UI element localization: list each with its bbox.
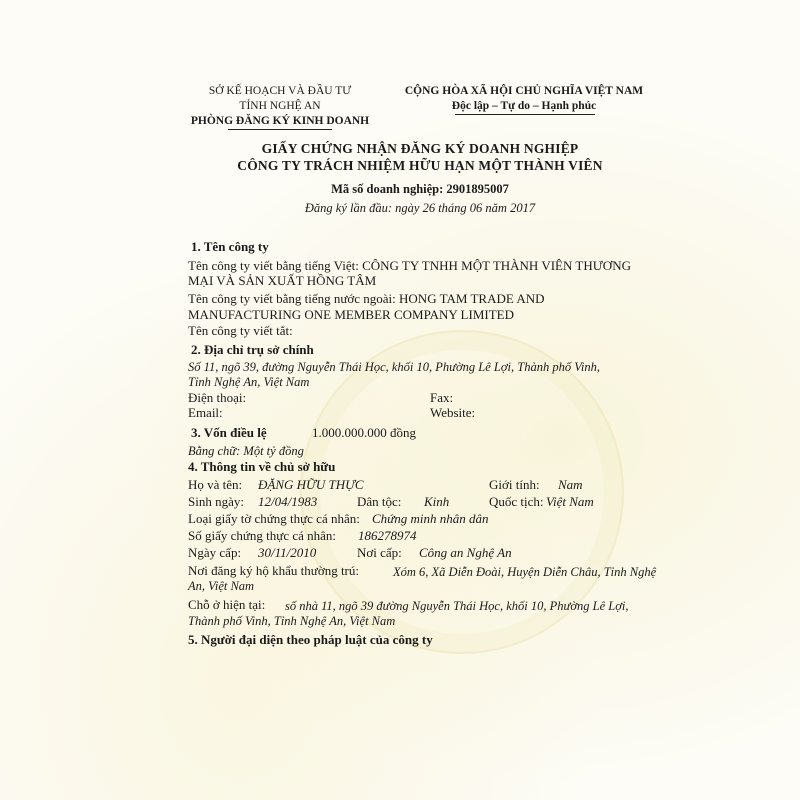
phone-label: Điện thoại:	[188, 390, 247, 405]
section5-heading: 5. Người đại diện theo pháp luật của công ty	[188, 632, 433, 647]
current-address-label: Chỗ ở hiện tại:	[188, 597, 266, 612]
email-label: Email:	[188, 405, 223, 420]
header-right-line2: Độc lập – Tự do – Hạnh phúc	[451, 100, 597, 112]
company-type-title: CÔNG TY TRÁCH NHIỆM HỮU HẠN MỘT THÀNH VIÊN	[237, 158, 603, 173]
section2-heading: 2. Địa chỉ trụ sở chính	[191, 342, 314, 357]
permanent-address-label: Nơi đăng ký hộ khẩu thường trú:	[188, 563, 359, 578]
gender-label: Giới tính:	[489, 477, 540, 492]
nationality-value: Việt Nam	[546, 494, 594, 509]
gender-value: Nam	[558, 477, 583, 492]
company-name-foreign-line2: MANUFACTURING ONE MEMBER COMPANY LIMITED	[188, 307, 514, 322]
charter-capital-in-words: Bằng chữ: Một tỷ đồng	[188, 444, 304, 458]
id-number-label: Số giấy chứng thực cá nhân:	[188, 528, 337, 543]
issue-place-value: Công an Nghệ An	[419, 545, 512, 560]
issue-place-label: Nơi cấp:	[357, 545, 402, 560]
header-left-underline	[228, 129, 332, 130]
company-name-foreign-line1: Tên công ty viết bằng tiếng nước ngoài: HONG TAM TRADE AND	[188, 291, 545, 306]
header-left-line1: SỞ KẾ HOẠCH VÀ ĐẦU TƯ	[208, 85, 352, 97]
enterprise-code: Mã số doanh nghiệp: 2901895007	[331, 182, 509, 196]
address-line1: Số 11, ngõ 39, đường Nguyễn Thái Học, khối 10, Phường Lê Lợi, Thành phố Vinh,	[188, 360, 600, 374]
header-left-line3: PHÒNG ĐĂNG KÝ KINH DOANH	[190, 115, 370, 127]
id-number-value: 186278974	[358, 528, 417, 543]
address-line2: Tỉnh Nghệ An, Việt Nam	[188, 375, 310, 389]
owner-name-value: ĐẶNG HỮU THỰC	[258, 477, 364, 492]
certificate-title: GIẤY CHỨNG NHẬN ĐĂNG KÝ DOANH NGHIỆP	[261, 141, 579, 156]
company-name-vn-line2: MẠI VÀ SẢN XUẤT HỒNG TÂM	[188, 273, 377, 288]
header-right-line1: CỘNG HÒA XÃ HỘI CHỦ NGHĨA VIỆT NAM	[404, 85, 644, 97]
section3-heading: 3. Vốn điều lệ	[191, 425, 267, 440]
nationality-label: Quốc tịch:	[489, 494, 544, 509]
company-short-name: Tên công ty viết tắt:	[188, 323, 293, 338]
dob-value: 12/04/1983	[258, 494, 318, 509]
current-address-line2: Thành phố Vinh, Tỉnh Nghệ An, Việt Nam	[188, 614, 396, 628]
owner-name-label: Họ và tên:	[188, 477, 243, 492]
id-type-value: Chứng minh nhân dân	[372, 511, 489, 526]
header-right-underline	[455, 114, 595, 115]
current-address-line1: số nhà 11, ngõ 39 đường Nguyễn Thái Học, khối 10, Phường Lê Lợi,	[285, 599, 629, 613]
permanent-address-line2: An, Việt Nam	[188, 579, 255, 593]
section1-heading: 1. Tên công ty	[191, 239, 269, 254]
first-registration-date: Đăng ký lần đầu: ngày 26 tháng 06 năm 2017	[304, 201, 536, 215]
company-name-vn-line1: Tên công ty viết bằng tiếng Việt: CÔNG TY TNHH MỘT THÀNH VIÊN THƯƠNG	[188, 258, 631, 273]
website-label: Website:	[430, 405, 476, 420]
id-type-label: Loại giấy tờ chứng thực cá nhân:	[188, 511, 360, 526]
issue-date-value: 30/11/2010	[258, 545, 317, 560]
ethnic-value: Kinh	[424, 494, 450, 509]
charter-capital-amount: 1.000.000.000 đồng	[312, 425, 416, 440]
ethnic-label: Dân tộc:	[357, 494, 402, 509]
section4-heading: 4. Thông tin về chủ sở hữu	[188, 459, 336, 474]
permanent-address-line1: Xóm 6, Xã Diễn Đoài, Huyện Diễn Châu, Tỉnh Nghệ	[393, 565, 657, 579]
issue-date-label: Ngày cấp:	[188, 545, 242, 560]
header-left-line2: TỈNH NGHỆ AN	[239, 100, 321, 112]
dob-label: Sinh ngày:	[188, 494, 244, 509]
fax-label: Fax:	[430, 390, 454, 405]
